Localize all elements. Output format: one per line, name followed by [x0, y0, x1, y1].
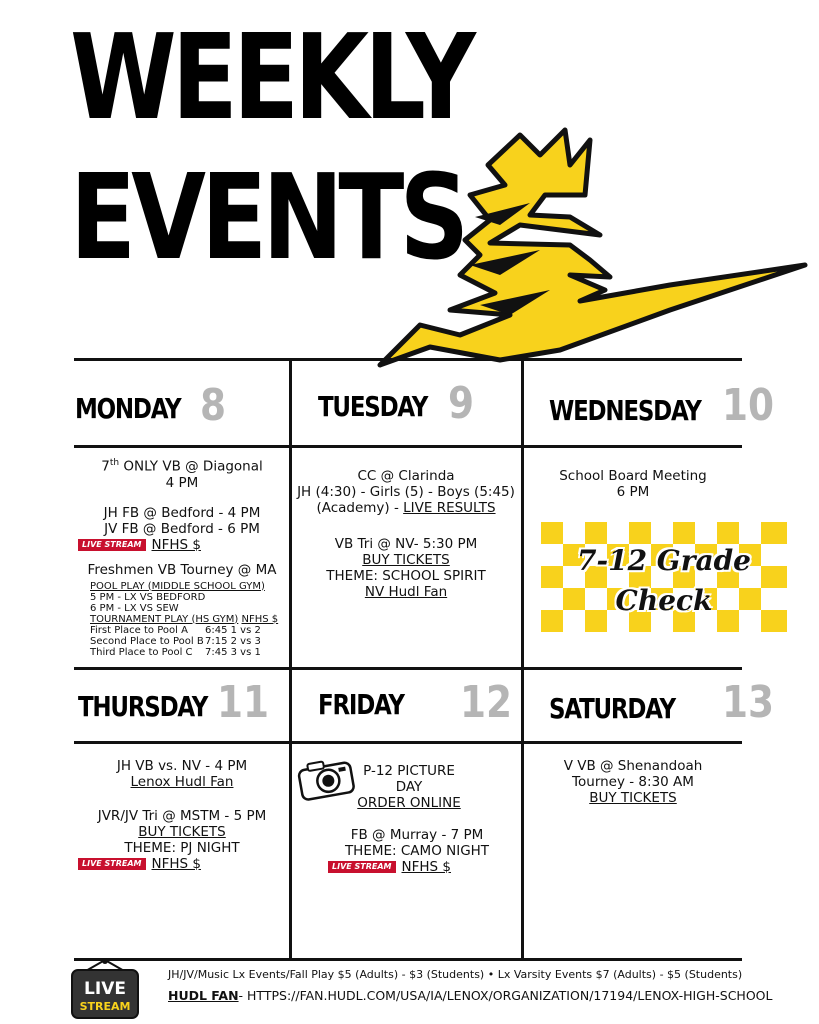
- day-number-saturday: 13: [722, 677, 775, 728]
- hudl-fan-label: HUDL FAN: [168, 988, 239, 1003]
- grid-line: [74, 958, 742, 961]
- bracket-row: Second Place to Pool B 7:15 2 vs 3: [90, 635, 261, 647]
- nfhs-link[interactable]: NFHS $: [151, 856, 201, 872]
- tourney-details: [76, 581, 288, 658]
- friday-events: [354, 763, 464, 811]
- grid-line: [74, 358, 742, 361]
- hudl-fan-url[interactable]: - HTTPS://FAN.HUDL.COM/USA/IA/LENOX/ORGANIZATION/17194/LENOX-HIGH-SCHOOL: [238, 988, 773, 1003]
- grid-line: [521, 358, 524, 958]
- day-number-friday: 12: [460, 677, 513, 728]
- pool-game: 5 PM - LX VS BEDFORD: [90, 591, 206, 603]
- event-line: 7th ONLY VB @ Diagonal: [101, 458, 263, 475]
- lenox-hudl-fan-link[interactable]: Lenox Hudl Fan: [130, 774, 234, 790]
- event-line: CC @ Clarinda: [357, 468, 455, 484]
- buy-tickets-link[interactable]: BUY TICKETS: [138, 824, 226, 840]
- event-line: JH (4:30) - Girls (5) - Boys (5:45): [297, 484, 515, 500]
- ticket-prices: JH/JV/Music Lx Events/Fall Play $5 (Adults) - $3 (Students) • Lx Varsity Events $7 (Adults) - $5 (Students): [168, 968, 743, 981]
- live-results-link[interactable]: LIVE RESULTS: [403, 500, 496, 516]
- grid-line: [74, 445, 742, 448]
- event-line: VB Tri @ NV- 5:30 PM: [334, 536, 478, 552]
- day-number-monday: 8: [200, 380, 227, 431]
- livestream-row: [322, 859, 512, 875]
- title-events: EVENTS: [70, 148, 465, 286]
- event-line: FB @ Murray - 7 PM: [350, 827, 484, 843]
- bracket-row: Third Place to Pool C 7:45 3 vs 1: [90, 646, 261, 658]
- event-line: JV FB @ Bedford - 6 PM: [104, 520, 260, 537]
- event-theme: THEME: PJ NIGHT: [124, 840, 240, 856]
- day-name-thursday: THURSDAY: [78, 690, 208, 723]
- live-stream-badge: LIVE STREAM: [78, 539, 146, 551]
- monday-events: [76, 455, 288, 658]
- live-stream-badge: LIVE STREAM: [328, 861, 396, 873]
- live-stream-sign-icon: [70, 958, 140, 1020]
- event-line: V VB @ Shenandoah: [563, 758, 703, 774]
- bracket-row: First Place to Pool A 6:45 1 vs 2: [90, 624, 261, 636]
- nfhs-link[interactable]: NFHS $: [241, 613, 279, 625]
- order-online-link[interactable]: ORDER ONLINE: [357, 795, 461, 811]
- lightning-logo-icon: [370, 125, 810, 375]
- pool-play-link[interactable]: POOL PLAY (MIDDLE SCHOOL GYM): [90, 580, 265, 592]
- pool-game: 6 PM - LX VS SEW: [90, 602, 179, 614]
- event-line: JH VB vs. NV - 4 PM: [116, 758, 248, 774]
- tuesday-events: [292, 468, 520, 600]
- event-line: JH FB @ Bedford - 4 PM: [103, 504, 261, 521]
- sign-live-text: LIVE: [84, 979, 126, 999]
- livestream-row: [76, 856, 288, 872]
- grid-line: [74, 741, 742, 744]
- livestream-row: [76, 537, 288, 553]
- thursday-events: [76, 758, 288, 872]
- grade-check-line1: 7-12 Grade: [576, 544, 751, 577]
- grade-check-graphic: [541, 522, 787, 632]
- hudl-fan-row: [168, 988, 772, 1003]
- event-theme: THEME: SCHOOL SPIRIT: [326, 568, 486, 584]
- sign-stream-text: STREAM: [79, 1000, 131, 1013]
- nfhs-link[interactable]: NFHS $: [151, 536, 201, 553]
- grade-check-line2: Check: [615, 584, 713, 617]
- event-line: Freshmen VB Tourney @ MA: [87, 561, 277, 578]
- day-name-tuesday: TUESDAY: [318, 390, 428, 423]
- day-number-thursday: 11: [217, 677, 270, 728]
- grid-line: [74, 667, 742, 670]
- event-theme: THEME: CAMO NIGHT: [344, 843, 490, 859]
- buy-tickets-link[interactable]: BUY TICKETS: [362, 552, 450, 568]
- grid-line: [289, 358, 292, 958]
- day-name-wednesday: WEDNESDAY: [549, 394, 701, 427]
- day-name-monday: MONDAY: [75, 392, 181, 425]
- day-name-friday: FRIDAY: [318, 688, 404, 721]
- event-time: 6 PM: [616, 484, 650, 500]
- title-weekly: WEEKLY: [70, 8, 472, 146]
- day-name-saturday: SATURDAY: [549, 692, 675, 725]
- nfhs-link[interactable]: NFHS $: [401, 859, 451, 875]
- nv-hudl-fan-link[interactable]: NV Hudl Fan: [364, 584, 448, 600]
- event-line: JVR/JV Tri @ MSTM - 5 PM: [97, 808, 267, 824]
- event-line: School Board Meeting: [559, 468, 707, 484]
- day-number-wednesday: 10: [722, 380, 775, 431]
- wednesday-events: [524, 468, 742, 500]
- saturday-events: [524, 758, 742, 806]
- friday-events-2: [322, 827, 512, 875]
- event-line: P-12 PICTURE DAY: [363, 763, 455, 795]
- event-time: 4 PM: [165, 474, 199, 491]
- event-line: (Academy) - LIVE RESULTS: [316, 500, 496, 516]
- day-number-tuesday: 9: [448, 378, 475, 429]
- camera-icon: [296, 756, 358, 802]
- buy-tickets-link[interactable]: BUY TICKETS: [589, 790, 677, 806]
- live-stream-badge: LIVE STREAM: [78, 858, 146, 870]
- tourney-play-link[interactable]: TOURNAMENT PLAY (HS GYM): [90, 613, 239, 625]
- event-line: Tourney - 8:30 AM: [572, 774, 694, 790]
